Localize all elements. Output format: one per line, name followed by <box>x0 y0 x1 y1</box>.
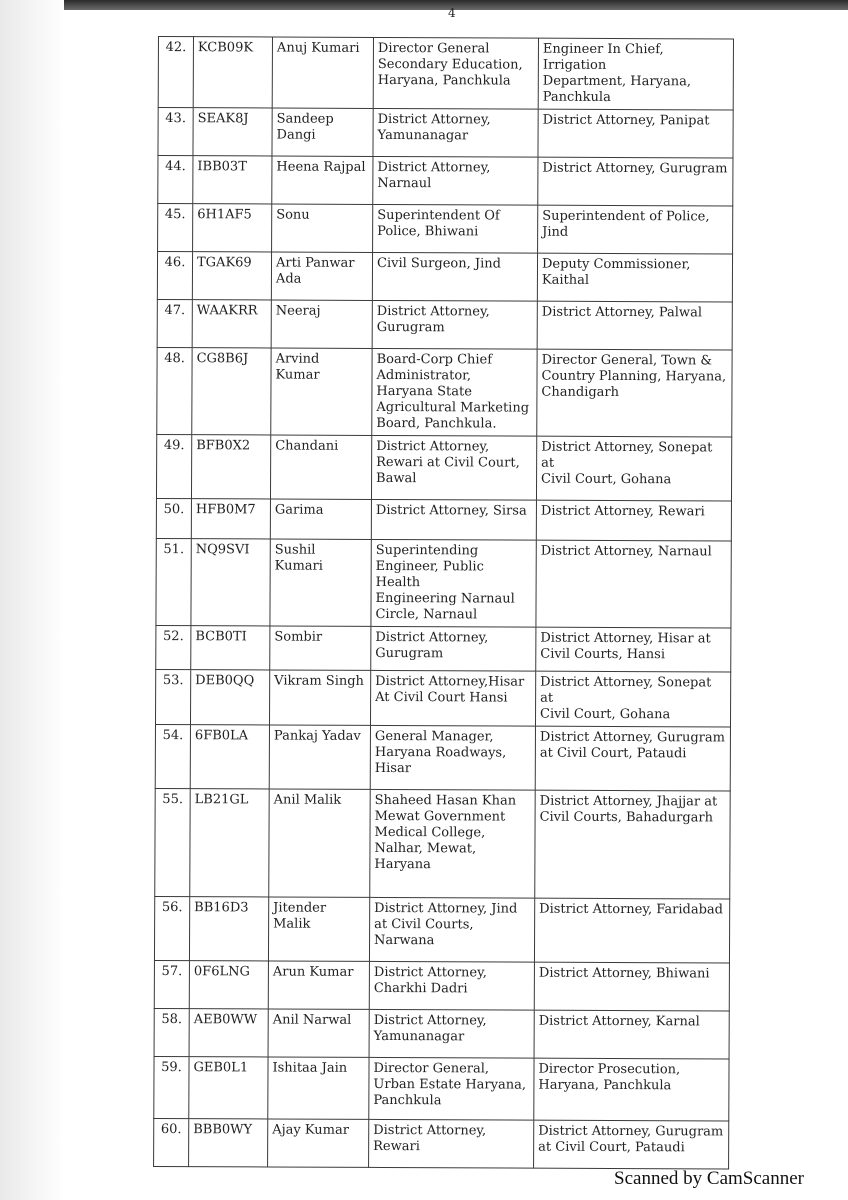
table-row <box>157 299 732 350</box>
employee-code: NQ9SVI <box>191 539 270 626</box>
serial-number: 45. <box>158 204 193 252</box>
officer-name: Anuj Kumari <box>272 37 373 108</box>
officer-name: Sushil Kumari <box>270 539 371 626</box>
current-posting: District Attorney, Narnaul <box>373 156 538 205</box>
current-posting: Director General, Urban Estate Haryana, Panchkula <box>369 1057 534 1120</box>
serial-number: 56. <box>154 896 189 960</box>
serial-number: 54. <box>155 724 190 788</box>
employee-code: CG8B6J <box>192 348 271 435</box>
new-posting: District Attorney, Rewari <box>536 500 731 541</box>
new-posting: District Attorney, Sonepat at Civil Court, Gohana <box>536 436 731 501</box>
scan-top-border <box>0 0 848 10</box>
officer-name: Ajay Kumar <box>268 1119 369 1167</box>
serial-number: 60. <box>154 1118 189 1166</box>
table-row <box>156 498 731 541</box>
serial-number: 44. <box>158 156 193 204</box>
officer-name: Pankaj Yadav <box>269 725 370 789</box>
table-row <box>154 1118 729 1169</box>
new-posting: District Attorney, Narnaul <box>536 540 731 628</box>
employee-code: 6FB0LA <box>190 725 269 789</box>
new-posting: Director Prosecution, Haryana, Panchkula <box>534 1058 729 1121</box>
table-row <box>158 108 733 159</box>
current-posting: Superintending Engineer, Public Health Engineering Narnaul Circle, Narnaul <box>371 539 536 627</box>
table-row <box>157 347 732 437</box>
officer-name: Anil Narwal <box>268 1009 369 1057</box>
current-posting: Director General Secondary Education, Haryana, Panchkula <box>373 37 538 109</box>
officer-name: Sandeep Dangi <box>272 108 373 156</box>
current-posting: District Attorney, Jind at Civil Courts, Narwana <box>369 897 534 962</box>
new-posting: Director General, Town & Country Planning, Haryana, Chandigarh <box>537 349 732 437</box>
table-row <box>154 960 729 1011</box>
serial-number: 42. <box>158 37 193 108</box>
serial-number: 49. <box>156 434 191 498</box>
new-posting: District Attorney, Faridabad <box>534 898 729 963</box>
employee-code: 6H1AF5 <box>193 204 272 252</box>
new-posting: District Attorney, Panipat <box>538 109 733 158</box>
current-posting: Civil Surgeon, Jind <box>372 252 537 301</box>
table-row <box>155 669 730 727</box>
employee-code: IBB03T <box>193 156 272 204</box>
table-row <box>157 252 732 303</box>
officer-name: Chandani <box>270 435 371 499</box>
current-posting: District Attorney, Yamunanagar <box>373 108 538 157</box>
serial-number: 50. <box>156 498 191 538</box>
scanner-footer: Scanned by CamScanner <box>614 1168 804 1189</box>
current-posting: Superintendent Of Police, Bhiwani <box>373 204 538 253</box>
current-posting: District Attorney, Rewari <box>369 1119 534 1168</box>
officer-name: Garima <box>270 499 371 539</box>
serial-number: 51. <box>156 538 191 625</box>
officer-name: Ishitaa Jain <box>268 1057 369 1119</box>
officer-name: Sonu <box>272 204 373 252</box>
employee-code: DEB0QQ <box>190 670 269 725</box>
table-row <box>154 896 729 963</box>
serial-number: 59. <box>154 1056 189 1118</box>
new-posting: District Attorney, Hisar at Civil Courts, Hansi <box>536 627 731 672</box>
new-posting: District Attorney, Gurugram at Civil Court, Pataudi <box>534 1120 729 1169</box>
table-row <box>155 724 730 791</box>
table-row <box>158 156 733 207</box>
officer-name: Neeraj <box>271 300 372 348</box>
current-posting: Board-Corp Chief Administrator, Haryana State Agricultural Marketing Board, Panchkula. <box>372 348 537 436</box>
employee-code: HFB0M7 <box>191 499 270 539</box>
new-posting: District Attorney, Sonepat at Civil Court, Gohana <box>535 671 730 727</box>
current-posting: District Attorney, Yamunanagar <box>369 1009 534 1058</box>
serial-number: 53. <box>155 669 190 724</box>
officer-name: Arti Panwar Ada <box>271 252 372 300</box>
officer-name: Sombir <box>270 626 371 670</box>
officer-name: Vikram Singh <box>269 670 370 725</box>
officer-name: Arvind Kumar <box>271 348 372 435</box>
new-posting: Deputy Commissioner, Kaithal <box>537 253 732 302</box>
new-posting: Engineer In Chief, Irrigation Department, Haryana, Panchkula <box>538 38 733 110</box>
employee-code: BCB0TI <box>191 626 270 670</box>
current-posting: District Attorney, Gurugram <box>371 626 536 671</box>
current-posting: Shaheed Hasan Khan Mewat Government Medical College, Nalhar, Mewat, Haryana <box>370 789 535 898</box>
new-posting: District Attorney, Bhiwani <box>534 962 729 1011</box>
serial-number: 48. <box>157 347 192 434</box>
current-posting: General Manager, Haryana Roadways, Hisar <box>370 725 535 790</box>
table-row <box>155 788 730 899</box>
officer-name: Anil Malik <box>269 789 370 897</box>
employee-code: GEB0L1 <box>189 1057 268 1119</box>
scan-left-edge <box>0 0 64 1200</box>
officer-name: Heena Rajpal <box>272 156 373 204</box>
new-posting: Superintendent of Police, Jind <box>538 205 733 254</box>
table-row <box>158 204 733 255</box>
transfer-table <box>153 36 734 1170</box>
officer-name: Arun Kumar <box>268 961 369 1009</box>
current-posting: District Attorney, Rewari at Civil Court, Bawal <box>371 435 536 500</box>
table-row <box>156 434 731 501</box>
employee-code: SEAK8J <box>193 108 272 156</box>
new-posting: District Attorney, Gurugram at Civil Court, Pataudi <box>535 726 730 791</box>
new-posting: District Attorney, Karnal <box>534 1010 729 1059</box>
serial-number: 52. <box>156 625 191 669</box>
page-number: 4 <box>448 6 456 20</box>
new-posting: District Attorney, Jhajjar at Civil Courts, Bahadurgarh <box>535 790 730 899</box>
serial-number: 46. <box>157 252 192 300</box>
table-row <box>156 538 731 628</box>
table-row <box>154 1056 729 1121</box>
current-posting: District Attorney, Charkhi Dadri <box>369 961 534 1010</box>
table-row <box>156 625 731 672</box>
table-row <box>158 37 733 111</box>
employee-code: KCB09K <box>193 37 272 108</box>
employee-code: 0F6LNG <box>189 961 268 1009</box>
employee-code: BFB0X2 <box>191 435 270 499</box>
employee-code: BBB0WY <box>189 1119 268 1167</box>
serial-number: 47. <box>157 299 192 347</box>
current-posting: District Attorney,Hisar At Civil Court Hansi <box>370 670 535 726</box>
current-posting: District Attorney, Gurugram <box>372 300 537 349</box>
officer-name: Jitender Malik <box>268 897 369 961</box>
serial-number: 58. <box>154 1008 189 1056</box>
employee-code: LB21GL <box>190 789 269 897</box>
employee-code: BB16D3 <box>189 897 268 961</box>
current-posting: District Attorney, Sirsa <box>371 499 536 540</box>
serial-number: 43. <box>158 108 193 156</box>
new-posting: District Attorney, Gurugram <box>538 157 733 206</box>
serial-number: 57. <box>154 960 189 1008</box>
new-posting: District Attorney, Palwal <box>537 301 732 350</box>
serial-number: 55. <box>155 788 190 896</box>
employee-code: TGAK69 <box>192 252 271 300</box>
employee-code: AEB0WW <box>189 1009 268 1057</box>
employee-code: WAAKRR <box>192 300 271 348</box>
table-row <box>154 1008 729 1059</box>
